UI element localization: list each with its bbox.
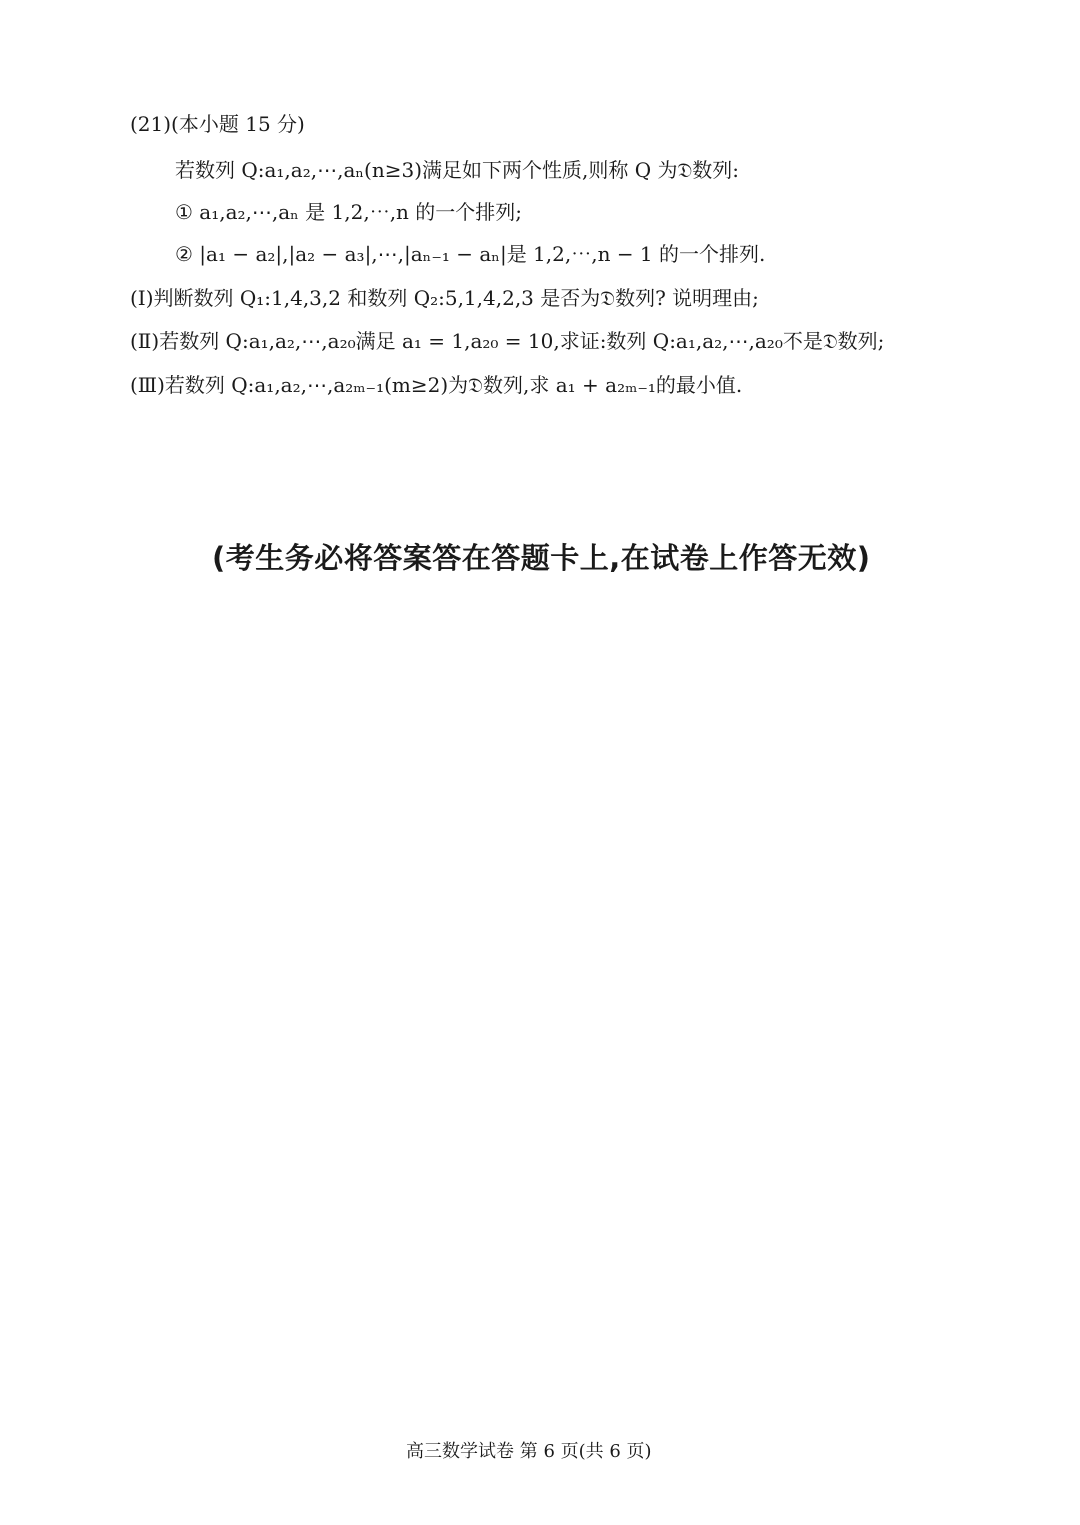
page-footer: 高三数学试卷 第 6 页(共 6 页) [406, 1441, 652, 1462]
part-3: (Ⅲ)若数列 Q:a₁,a₂,⋯,a₂ₘ₋₁(m≥2)为𝔇数列,求 a₁ + a₂ₘ₋₁的最小值. [130, 373, 743, 397]
problem-intro: 若数列 Q:a₁,a₂,⋯,aₙ(n≥3)满足如下两个性质,则称 Q 为𝔇数列: [175, 158, 740, 182]
part-1: (Ⅰ)判断数列 Q₁:1,4,3,2 和数列 Q₂:5,1,4,2,3 是否为𝔇数列? 说明理由; [130, 286, 759, 310]
answer-sheet-notice: (考生务必将答案答在答题卡上,在试卷上作答无效) [212, 541, 871, 575]
property-1: ① a₁,a₂,⋯,aₙ 是 1,2,⋯,n 的一个排列; [175, 200, 523, 224]
part-2: (Ⅱ)若数列 Q:a₁,a₂,⋯,a₂₀满足 a₁ = 1,a₂₀ = 10,求证:数列 Q:a₁,a₂,⋯,a₂₀不是𝔇数列; [130, 329, 885, 353]
property-2: ② |a₁ − a₂|,|a₂ − a₃|,⋯,|aₙ₋₁ − aₙ|是 1,2,⋯,n − 1 的一个排列. [175, 242, 766, 266]
problem-number: (21)(本小题 15 分) [130, 112, 305, 136]
